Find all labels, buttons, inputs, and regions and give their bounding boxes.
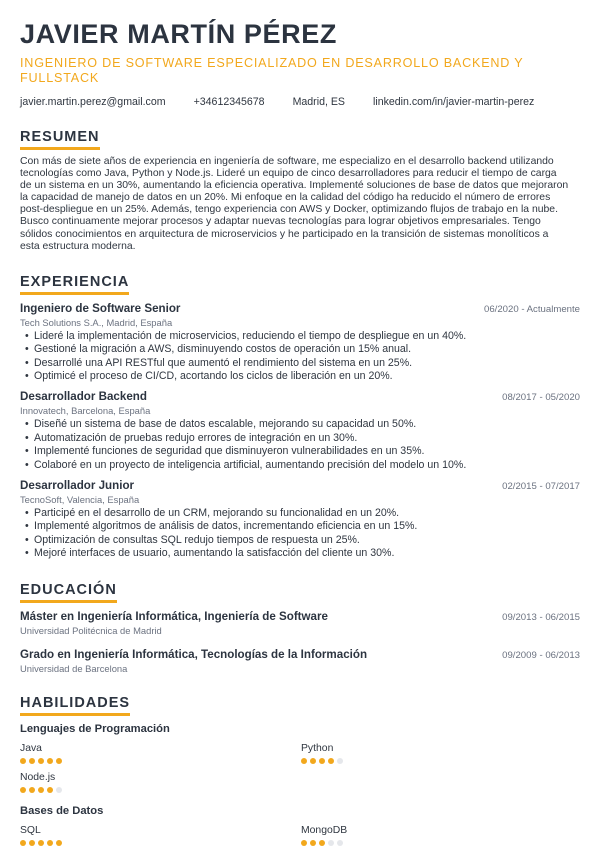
skill-level-dot <box>301 840 307 846</box>
job-title: Desarrollador Backend <box>20 390 147 404</box>
achievement-item: • Diseñé un sistema de base de datos escalable, mejorando su capacidad un 50%. <box>34 418 580 431</box>
summary-title: RESUMEN <box>20 129 100 150</box>
job-company: Innovatech, Barcelona, España <box>20 405 151 417</box>
achievement-item: • Colaboré en un proyecto de inteligencia artificial, aumentando precisión del modelo un 10%. <box>34 459 580 472</box>
skill-grid <box>20 743 580 793</box>
achievement-item: • Lideré la implementación de microservicios, reduciendo el tiempo de despliegue en un 40%. <box>34 330 580 343</box>
contact-phone: +34612345678 <box>193 96 265 108</box>
skill-level-dot <box>20 787 26 793</box>
achievement-item: • Optimización de consultas SQL redujo tiempos de respuesta un 25%. <box>34 534 580 547</box>
skill-name: Python <box>301 742 334 754</box>
skill-level-dot <box>47 840 53 846</box>
education-list <box>20 610 580 674</box>
degree-title: Máster en Ingeniería Informática, Ingeniería de Software <box>20 609 328 623</box>
education-title: EDUCACIÓN <box>20 582 117 603</box>
skill-level-dot <box>310 840 316 846</box>
experience-entry <box>20 302 580 384</box>
experience-list <box>20 302 580 561</box>
achievement-item: • Optimicé el proceso de CI/CD, acortando los ciclos de liberación en un 20%. <box>34 370 580 383</box>
skill-level-dot <box>56 758 62 764</box>
contact-location: Madrid, ES <box>292 96 345 108</box>
skill-level-dot <box>47 787 53 793</box>
skill-level-dot <box>38 840 44 846</box>
skill-level-dot <box>301 758 307 764</box>
skill-level-dot <box>38 758 44 764</box>
skill-level-dots <box>20 840 301 846</box>
skill-category-title: Bases de Datos <box>20 804 104 817</box>
skill-name: Java <box>20 742 42 754</box>
skill-level-dot <box>319 758 325 764</box>
skills-list <box>20 723 580 846</box>
skill-level-dots <box>301 840 561 846</box>
skill-level-dot <box>337 758 343 764</box>
degree-dates: 09/2013 - 06/2015 <box>502 611 580 623</box>
achievement-item: • Implementé funciones de seguridad que disminuyeron vulnerabilidades en un 35%. <box>34 445 580 458</box>
skill-item <box>20 825 301 846</box>
skill-level-dots <box>20 758 301 764</box>
skill-name: Node.js <box>20 771 56 783</box>
skill-name: SQL <box>20 824 41 836</box>
experience-entry-header <box>20 390 580 403</box>
experience-entry-header <box>20 302 580 315</box>
job-dates: 06/2020 - Actualmente <box>483 303 580 315</box>
job-achievements <box>20 330 580 384</box>
skill-level-dot <box>337 840 343 846</box>
job-title: Desarrollador Junior <box>20 479 135 492</box>
skill-item <box>301 825 561 846</box>
experience-entry-header <box>20 479 580 492</box>
school-name: Universidad de Barcelona <box>20 662 128 674</box>
contact-linkedin: linkedin.com/in/javier-martin-perez <box>372 96 535 108</box>
contact-info <box>20 96 580 108</box>
job-dates: 02/2015 - 07/2017 <box>502 481 580 492</box>
experience-entry <box>20 479 580 561</box>
skills-title: HABILIDADES <box>20 695 130 716</box>
degree-title: Grado en Ingeniería Informática, Tecnologías de la Información <box>20 647 368 661</box>
skill-level-dot <box>56 840 62 846</box>
skill-level-dot <box>29 758 35 764</box>
skill-name: MongoDB <box>301 824 348 836</box>
education-entry-header <box>20 610 580 623</box>
achievement-item: • Automatización de pruebas redujo errores de integración en un 30%. <box>34 432 580 445</box>
achievement-item: • Gestioné la migración a AWS, disminuyendo costos de operación un 15% anual. <box>34 343 580 356</box>
experience-section <box>20 273 580 561</box>
skill-level-dot <box>328 758 334 764</box>
skill-level-dot <box>310 758 316 764</box>
achievement-item: • Mejoré interfaces de usuario, aumentando la satisfacción del cliente un 30%. <box>34 547 580 560</box>
skill-item <box>20 743 301 764</box>
job-company: Tech Solutions S.A., Madrid, España <box>20 316 173 328</box>
skill-level-dot <box>56 787 62 793</box>
job-dates: 08/2017 - 05/2020 <box>502 392 580 404</box>
skill-grid <box>20 825 580 846</box>
job-achievements <box>20 418 580 472</box>
skill-level-dot <box>319 840 325 846</box>
skill-level-dot <box>29 840 35 846</box>
job-company: TecnoSoft, Valencia, España <box>20 494 140 505</box>
achievement-item: • Implementé algoritmos de análisis de datos, incrementando eficiencia en un 15%. <box>34 520 580 533</box>
achievement-item: • Desarrollé una API RESTful que aumentó el rendimiento del sistema en un 25%. <box>34 357 580 370</box>
skill-level-dots <box>20 787 301 793</box>
experience-title: EXPERIENCIA <box>20 274 129 295</box>
skill-item <box>20 772 301 793</box>
skill-category-title: Lenguajes de Programación <box>20 722 170 735</box>
school-name: Universidad Politécnica de Madrid <box>20 624 162 636</box>
job-achievements <box>20 507 580 561</box>
skill-item <box>301 743 561 764</box>
skill-level-dot <box>20 840 26 846</box>
candidate-name: JAVIER MARTÍN PÉREZ <box>20 19 337 49</box>
candidate-headline: INGENIERO DE SOFTWARE ESPECIALIZADO EN DESARROLLO BACKEND Y FULLSTACK <box>20 56 524 85</box>
skill-level-dots <box>301 758 561 764</box>
job-title: Ingeniero de Software Senior <box>20 301 181 315</box>
skill-level-dot <box>47 758 53 764</box>
education-section <box>20 581 580 674</box>
skill-level-dot <box>29 787 35 793</box>
summary-section <box>20 128 580 253</box>
summary-text: Con más de siete años de experiencia en ingeniería de software, me especializo en el desarrollo backend utilizando tecnologías como Java, Python y Node.js. Lideré un equipo de cinco desarrolladores para reducir el tiempo de carga de un sistema en un 30%, aumentando la eficiencia operativa. Implementé soluciones de base de datos que mejoraron la capacidad de manejo de datos en un 20%. Mi enfoque en la calidad del código ha reducido el número de errores post-despliegue en un 25%. Además, tengo experiencia con AWS y Docker, optimizando flujos de trabajo en la nube. Busco continuamente mejorar procesos y adaptar nuevas tecnologías para lograr objetivos empresariales. Tengo sólidos conocimientos en arquitectura de microservicios y he participado en la transición de sistemas monolíticos a esta estructura moderna. <box>20 156 569 252</box>
experience-entry <box>20 390 580 472</box>
education-entry <box>20 610 580 636</box>
skill-level-dot <box>38 787 44 793</box>
achievement-item: • Participé en el desarrollo de un CRM, mejorando su funcionalidad en un 20%. <box>34 507 580 520</box>
education-entry-header <box>20 648 580 661</box>
skills-section <box>20 694 580 846</box>
contact-email: javier.martin.perez@gmail.com <box>20 96 166 108</box>
skill-level-dot <box>20 758 26 764</box>
skill-level-dot <box>328 840 334 846</box>
education-entry <box>20 648 580 674</box>
degree-dates: 09/2009 - 06/2013 <box>502 649 580 661</box>
